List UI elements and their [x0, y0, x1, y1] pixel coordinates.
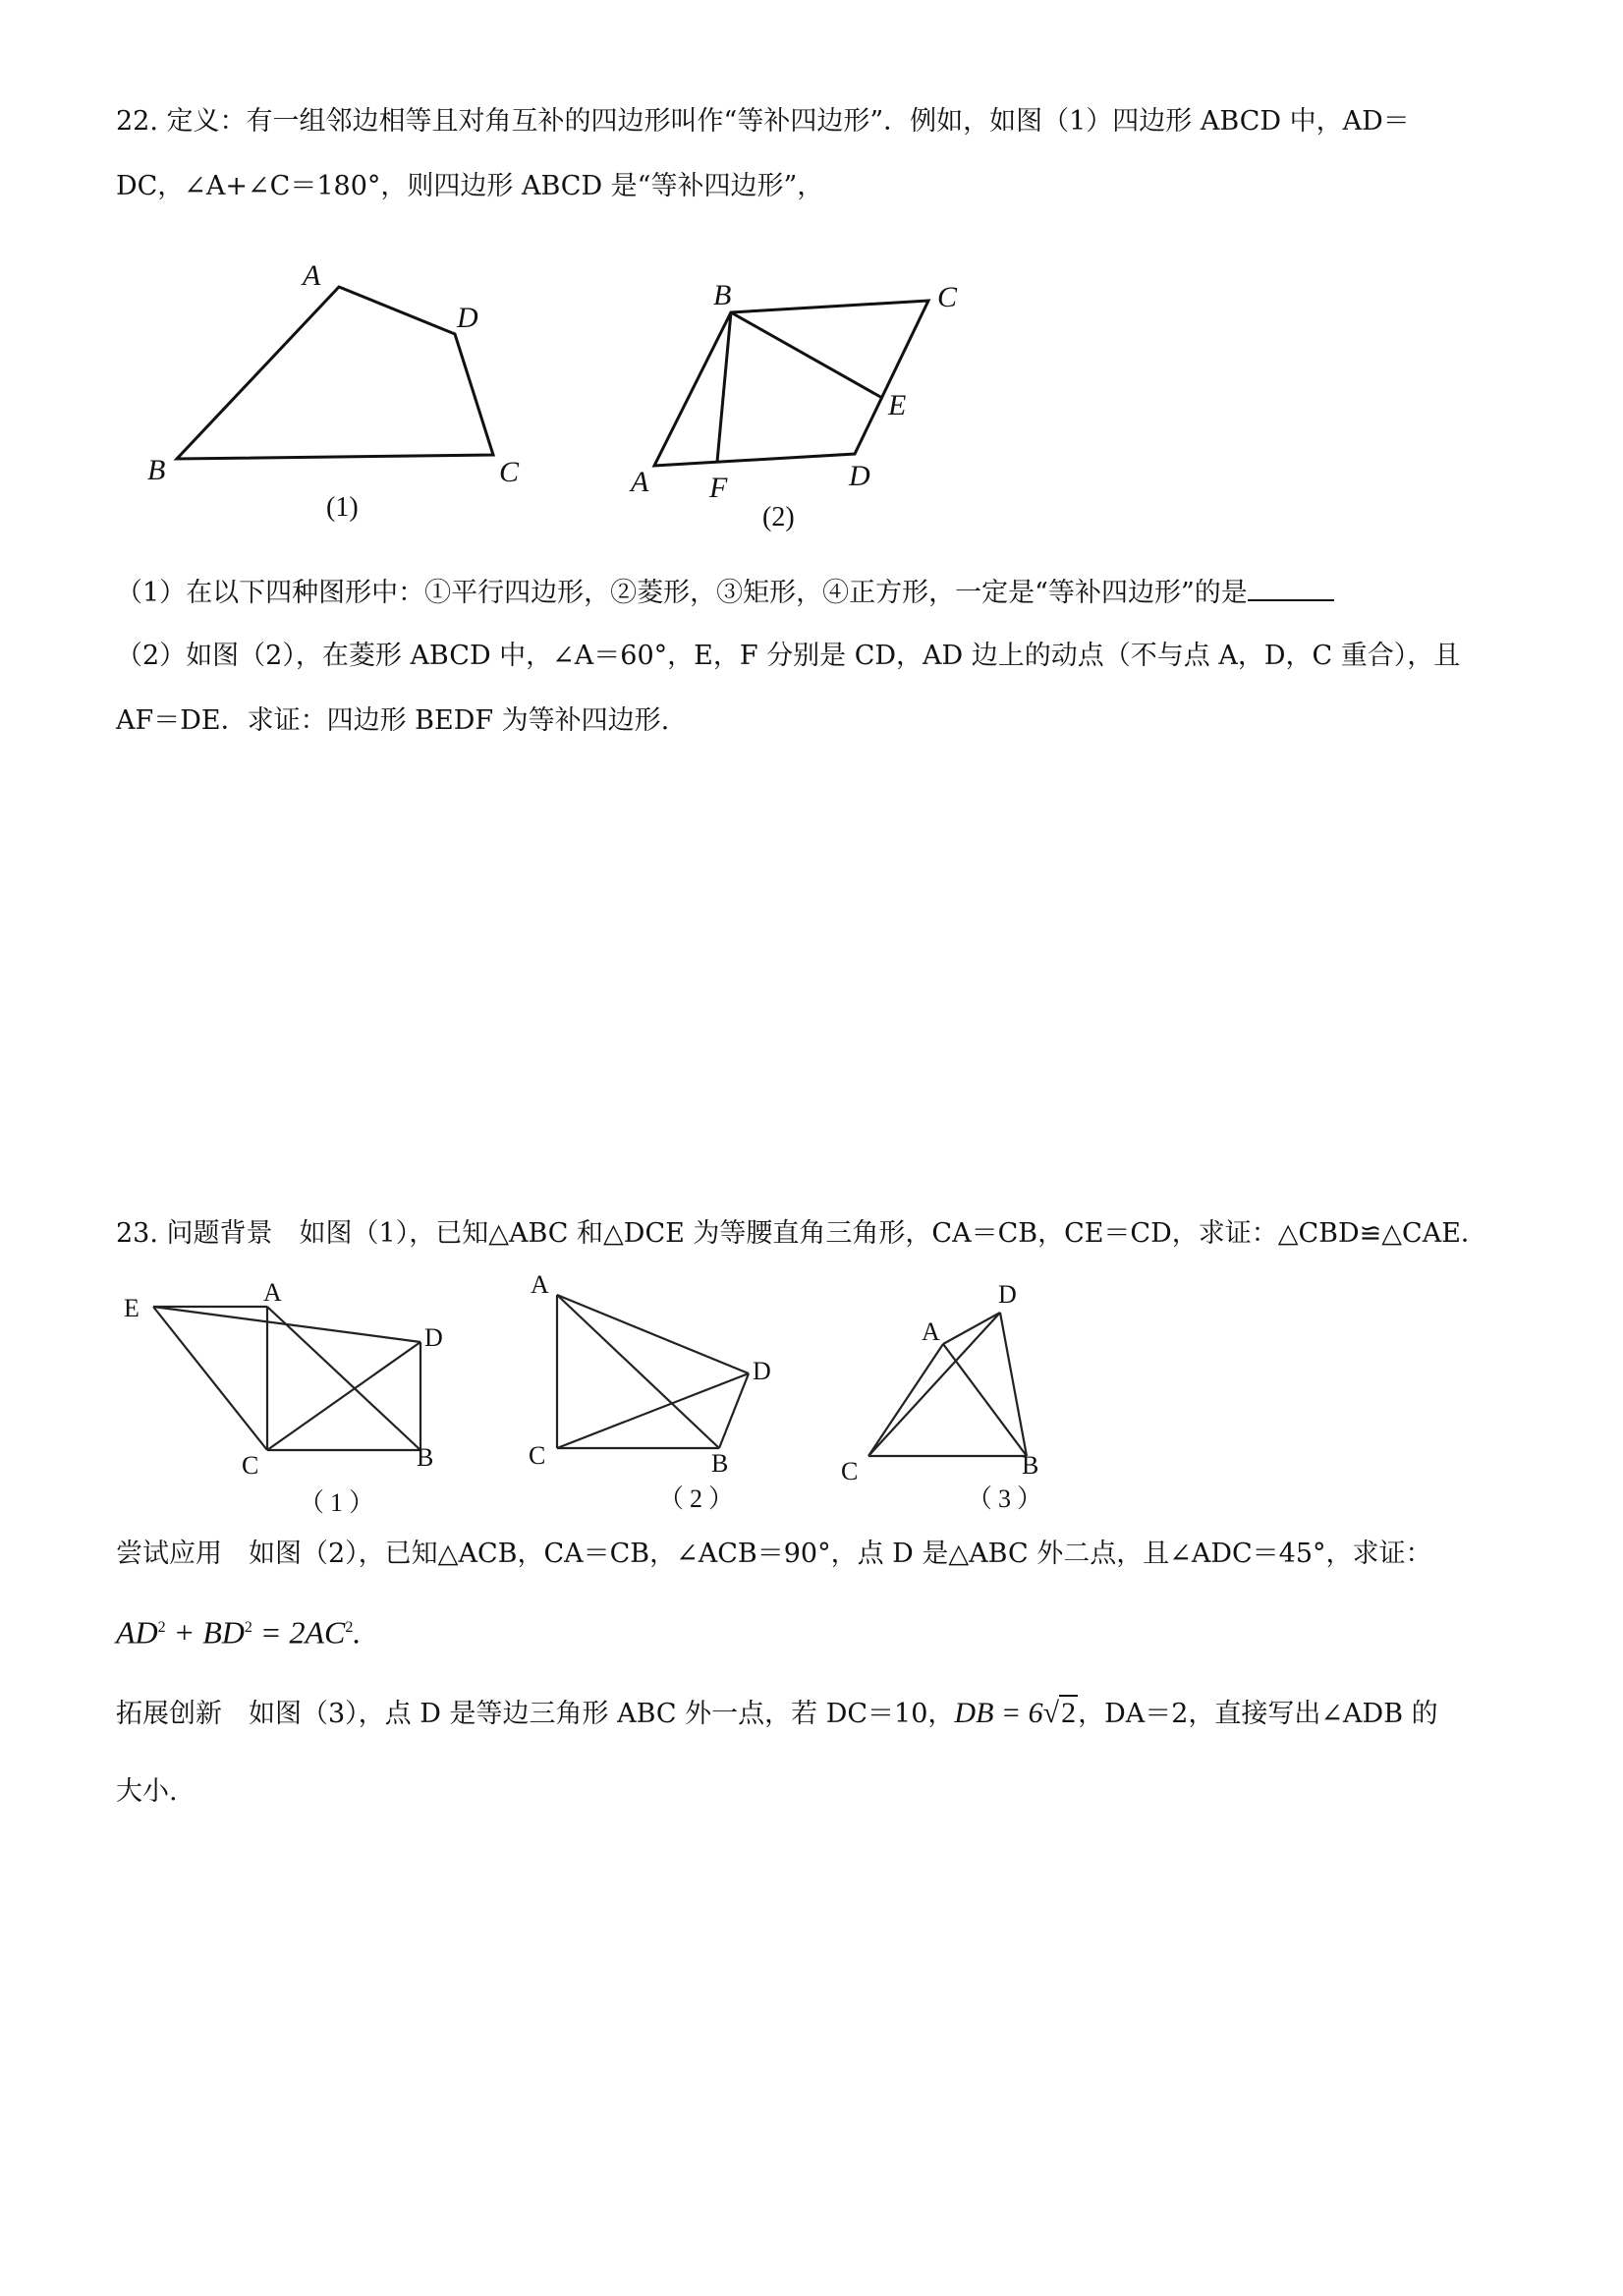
- quadrilateral-abcd: [177, 287, 493, 459]
- segment-ca: [868, 1344, 943, 1456]
- ext-text-2: ，DA＝2，直接写出∠ADB 的: [1078, 1699, 1438, 1729]
- label-e: E: [888, 389, 907, 421]
- segment-db: [1000, 1313, 1027, 1456]
- label-b: B: [1022, 1451, 1039, 1480]
- p22-question-2-line-1: （2）如图（2），在菱形 ABCD 中，∠A＝60°，E，F 分别是 CD，AD 边上的动点（不与点 A，D，C 重合），且: [116, 641, 1461, 671]
- segment-bd: [719, 1373, 749, 1448]
- p23-try-line: 尝试应用 如图（2），已知△ACB，CA＝CB，∠ACB＝90°，点 D 是△ABC 外二点，且∠ADC＝45°，求证：: [116, 1539, 1432, 1569]
- figure-caption: (1): [326, 492, 359, 523]
- label-d: D: [849, 460, 870, 492]
- formula-term-ac: = 2AC: [252, 1614, 346, 1651]
- sqrt-icon: √: [1042, 1697, 1060, 1729]
- ext-db-formula: [954, 1695, 1078, 1729]
- figure-caption: (2): [762, 502, 795, 532]
- p23-extension-line-1: [116, 1696, 1438, 1732]
- segment-ad: [557, 1295, 749, 1373]
- label-e: E: [124, 1294, 140, 1322]
- p23-formula: [116, 1607, 361, 1653]
- segment-cd: [267, 1342, 420, 1450]
- segment-ad: [943, 1313, 1000, 1344]
- label-b: B: [713, 279, 732, 311]
- formula-end: .: [353, 1614, 362, 1651]
- formula-term-bd: + BD: [165, 1614, 245, 1651]
- label-a: A: [631, 466, 649, 498]
- figure-23-3: [825, 1273, 1091, 1523]
- p22-question-1-text: （1）在以下四种图形中：①平行四边形，②菱形，③矩形，④正方形，一定是“等补四边形”的是: [116, 578, 1248, 608]
- label-c: C: [529, 1441, 546, 1470]
- label-d: D: [753, 1357, 771, 1385]
- figure-23-2: [511, 1267, 806, 1523]
- figure-22-2: [619, 275, 992, 540]
- figure-caption: （3）: [967, 1484, 1049, 1513]
- figure-23-1: [116, 1273, 470, 1523]
- p22-line-2: DC，∠A+∠C＝180°，则四边形 ABCD 是“等补四边形”，: [116, 171, 824, 201]
- ext-text-1: 拓展创新 如图（3），点 D 是等边三角形 ABC 外一点，若 DC＝10，: [116, 1699, 955, 1729]
- p22-line-1: 22. 定义：有一组邻边相等且对角互补的四边形叫作“等补四边形”．例如，如图（1）四边形 ABCD 中，AD＝: [116, 106, 1410, 137]
- label-c: C: [242, 1451, 259, 1480]
- formula-exponent: 2: [157, 1619, 166, 1636]
- ext-db-radicand: 2: [1061, 1697, 1077, 1729]
- label-a: A: [263, 1278, 282, 1307]
- label-c: C: [841, 1457, 859, 1485]
- label-b: B: [417, 1443, 434, 1472]
- figure-caption: （2）: [658, 1484, 741, 1513]
- answer-blank: [1248, 574, 1334, 601]
- label-b: B: [711, 1449, 729, 1478]
- segment-ab: [267, 1307, 420, 1450]
- label-d: D: [424, 1323, 443, 1352]
- ext-db-lhs: DB = 6: [954, 1697, 1043, 1729]
- label-a: A: [922, 1317, 940, 1346]
- label-b: B: [147, 454, 166, 486]
- p23-extension-line-2: 大小.: [116, 1776, 178, 1807]
- label-c: C: [499, 456, 520, 488]
- label-a: A: [303, 259, 321, 292]
- label-d: D: [457, 302, 478, 334]
- label-f: F: [709, 472, 728, 504]
- segment-ec: [153, 1307, 267, 1450]
- label-a: A: [531, 1270, 549, 1299]
- rhombus-abcd: [654, 301, 928, 466]
- segment-be: [731, 312, 882, 398]
- p22-question-2-line-2: AF＝DE．求证：四边形 BEDF 为等补四边形.: [116, 705, 670, 736]
- p23-line-1: 23. 问题背景 如图（1），已知△ABC 和△DCE 为等腰直角三角形，CA＝CB，CE＝CD，求证：△CBD≌△CAE．: [116, 1218, 1487, 1249]
- label-c: C: [937, 281, 958, 313]
- figure-22-1: [138, 255, 550, 540]
- formula-exponent: 2: [345, 1619, 354, 1636]
- figure-caption: （1）: [299, 1488, 381, 1517]
- segment-ab: [557, 1295, 719, 1448]
- p22-question-1: [116, 574, 1334, 611]
- formula-exponent: 2: [244, 1619, 252, 1636]
- label-d: D: [998, 1280, 1017, 1309]
- formula-term-ad: AD: [116, 1614, 158, 1651]
